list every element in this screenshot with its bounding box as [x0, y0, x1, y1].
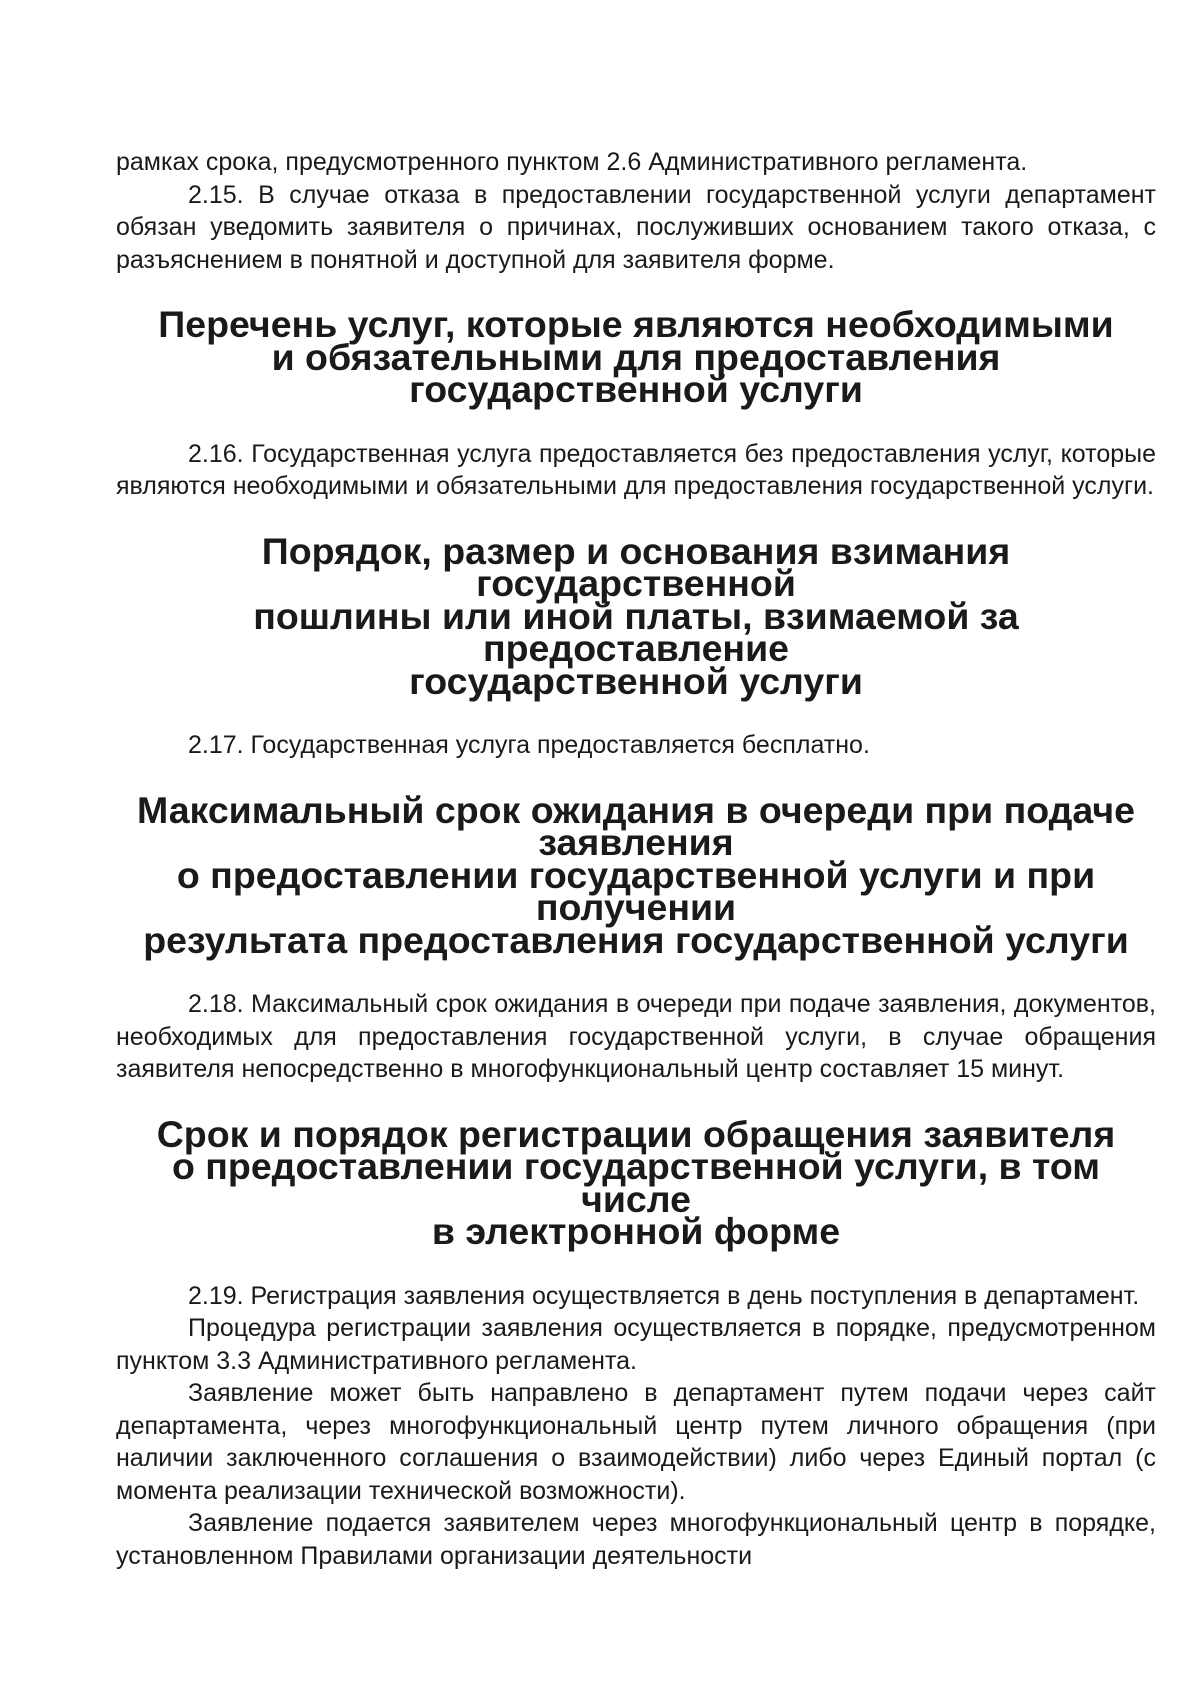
paragraph-mfc-submission: Заявление подается заявителем через многофункциональный центр в порядке, установленном Правилами организации деятельности	[116, 1509, 1156, 1570]
paragraph-registration-procedure: Процедура регистрации заявления осуществляется в порядке, предусмотренном пунктом 3.3 Административного регламента.	[116, 1314, 1156, 1375]
paragraph-2-18: 2.18. Максимальный срок ожидания в очереди при подаче заявления, документов, необходимых для предоставления государственной услуги, в случае обращения заявителя непосредственно в многофункциональный центр составляет 15 минут.	[116, 990, 1156, 1083]
heading-line: в электронной форме	[431, 1210, 841, 1252]
heading-line: пошлины или иной платы, взимаемой за предоставление	[253, 594, 1019, 669]
heading-line: государственной услуги	[409, 659, 863, 702]
heading-line: Перечень услуг, которые являются необходимыми	[158, 303, 1114, 345]
heading-line: о предоставлении государственной услуги, в том числе	[171, 1145, 1101, 1220]
document-page	[116, 146, 1156, 1572]
heading-required-services	[116, 303, 1156, 410]
paragraph-2-14-continuation: рамках срока, предусмотренного пунктом 2.6 Административного регламента.	[116, 148, 1028, 176]
paragraph-submission-channels: Заявление может быть направлено в департамент путем подачи через сайт департамента, через многофункциональный центр путем личного обращения (при наличии заключенного соглашения о взаимодействии) либо через Единый портал (с момента реализации технической возможности).	[116, 1379, 1156, 1505]
heading-line: результата предоставления государственной услуги	[143, 918, 1129, 961]
heading-line: Порядок, размер и основания взимания государственной	[261, 529, 1011, 604]
paragraph-2-15: 2.15. В случае отказа в предоставлении государственной услуги департамент обязан уведомить заявителя о причинах, послуживших основанием такого отказа, с разъяснением в понятной и доступной для заявителя форме.	[116, 180, 1156, 274]
heading-line: Максимальный срок ожидания в очереди при подаче заявления	[137, 788, 1135, 863]
heading-line: о предоставлении государственной услуги и при получении	[176, 853, 1096, 928]
paragraph-2-19: 2.19. Регистрация заявления осуществляется в день поступления в департамент.	[188, 1281, 1140, 1310]
heading-max-wait	[116, 788, 1156, 961]
heading-line: Срок и порядок регистрации обращения заявителя	[156, 1112, 1116, 1155]
heading-line: и обязательными для предоставления государственной услуги	[271, 335, 1001, 410]
paragraph-2-16: 2.16. Государственная услуга предоставляется без предоставления услуг, которые являются необходимыми и обязательными для предоставления государственной услуги.	[116, 439, 1156, 500]
paragraph-2-17: 2.17. Государственная услуга предоставляется бесплатно.	[188, 731, 870, 759]
heading-registration	[116, 1112, 1156, 1252]
heading-fee	[116, 529, 1156, 702]
